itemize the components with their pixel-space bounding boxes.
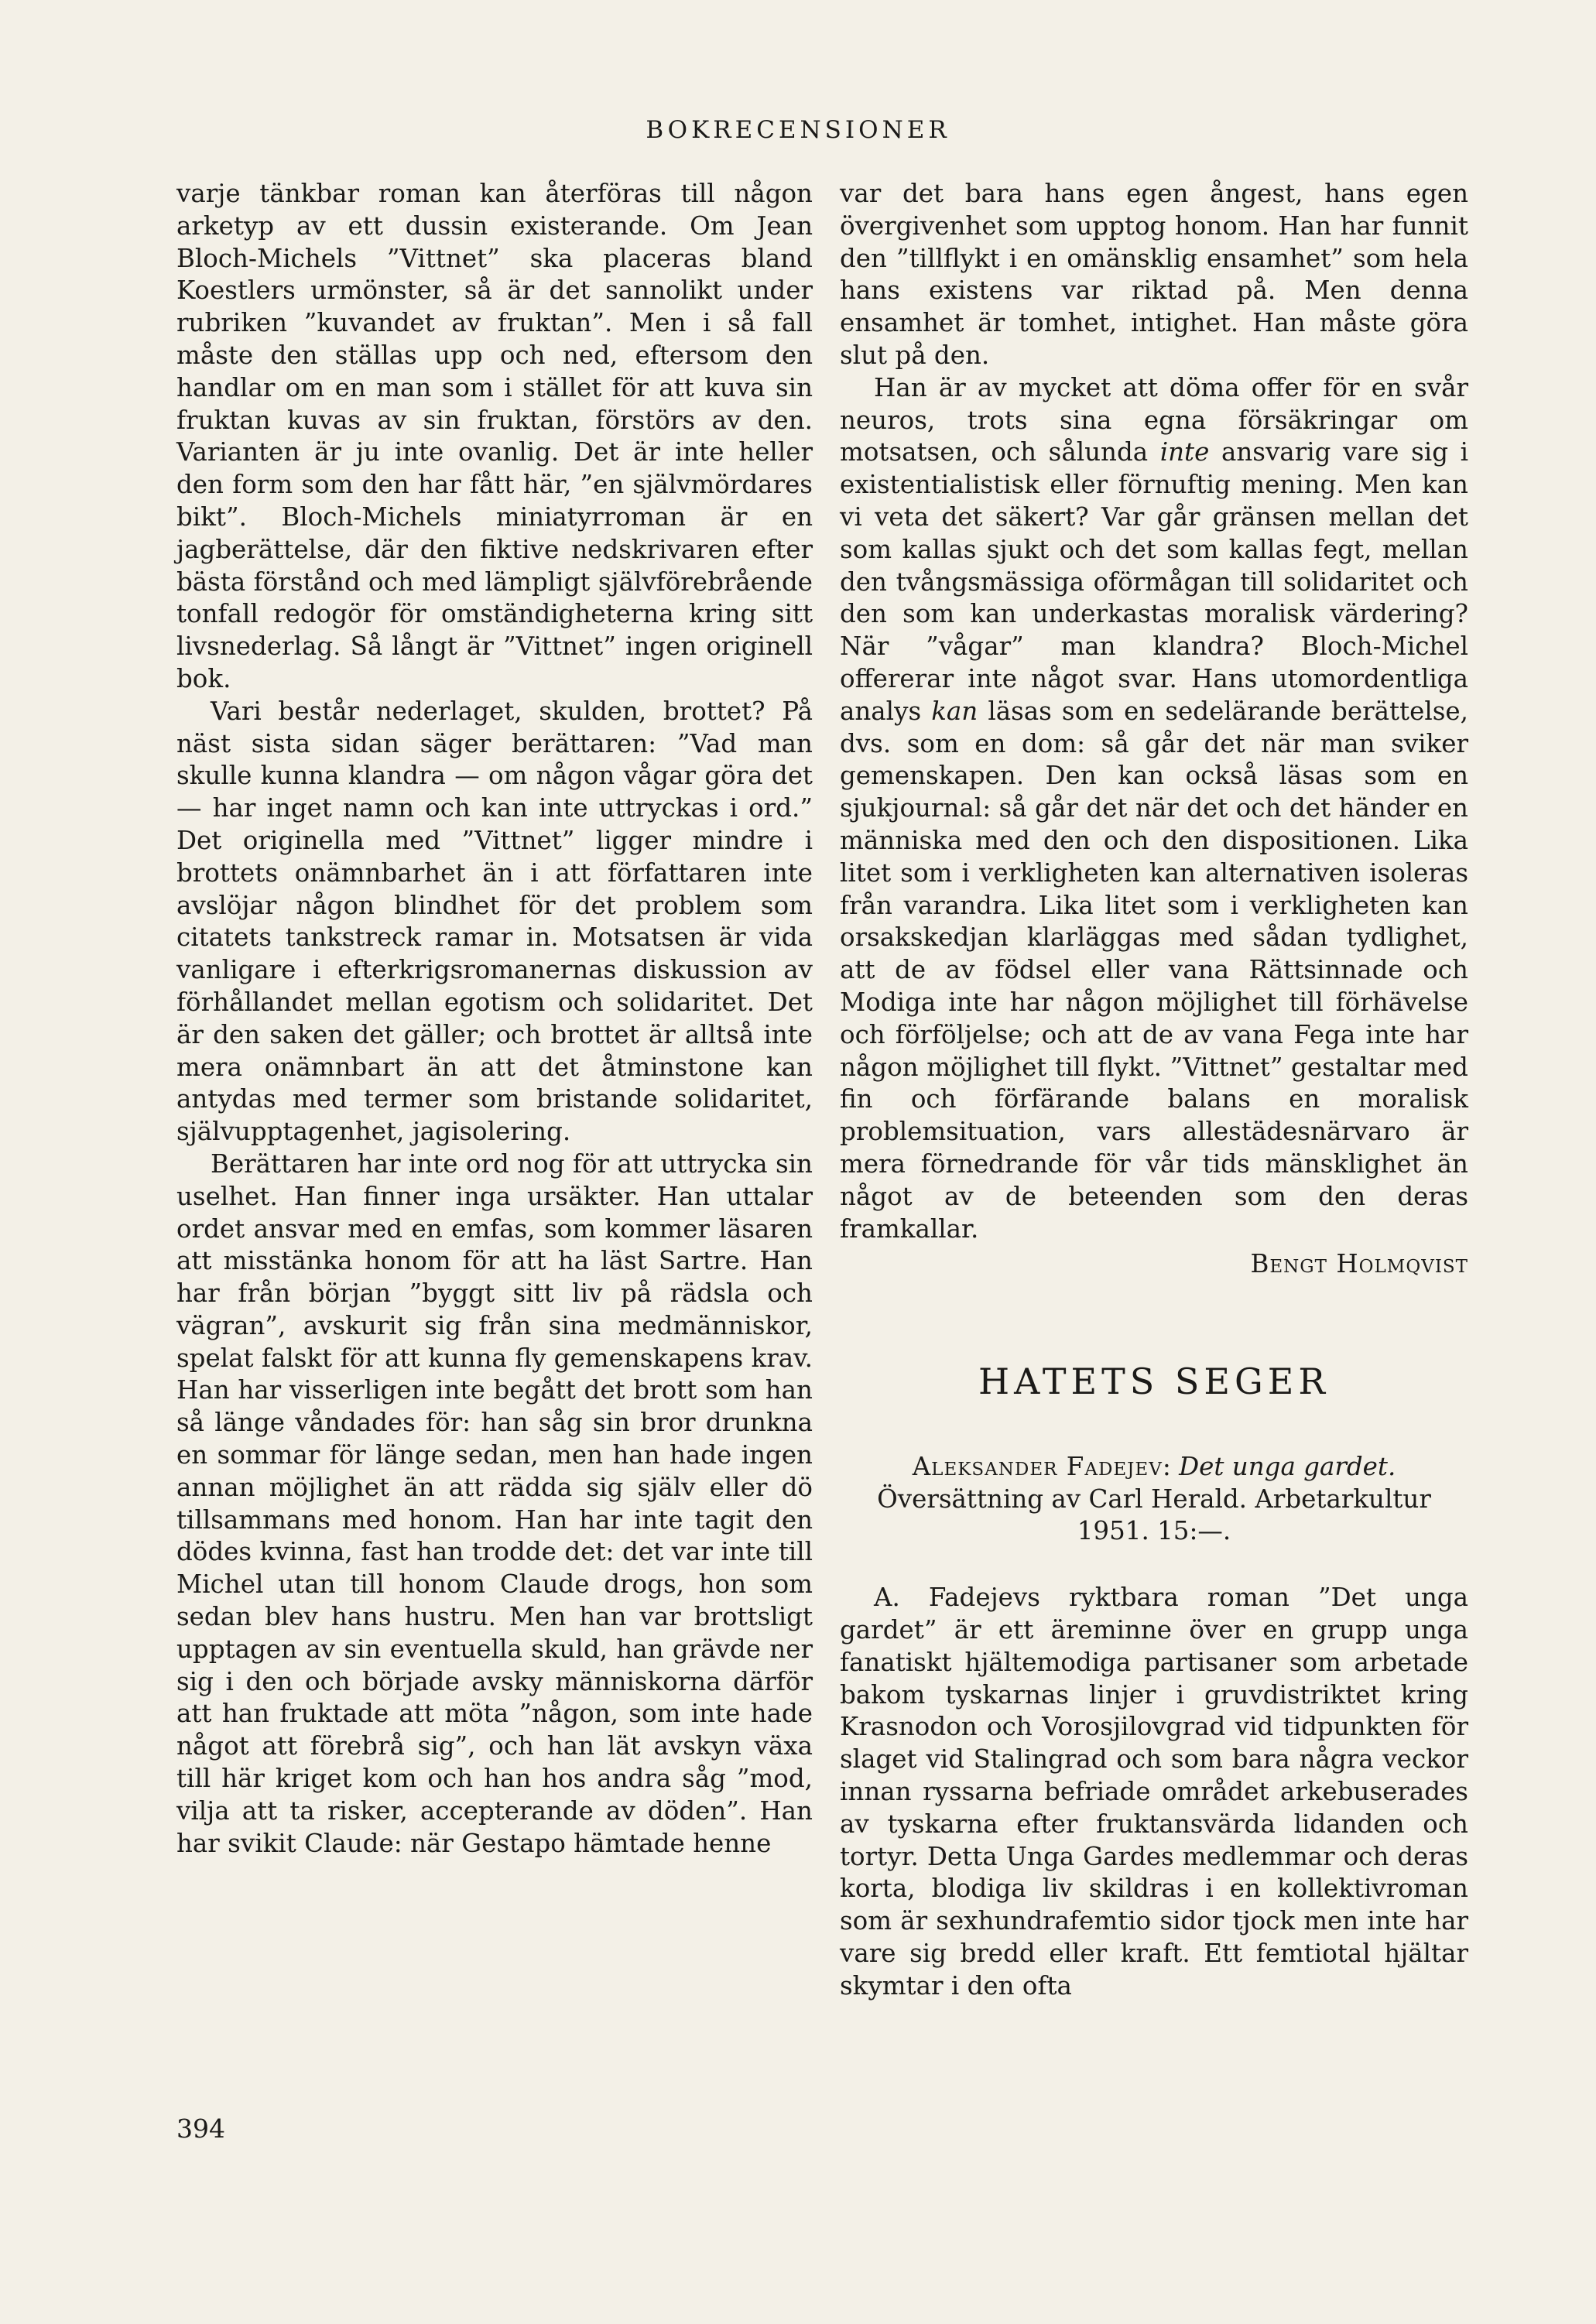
text-run: ansvarig vare sig i existentialistisk eller förnuftig mening. Men kan vi veta det säkert? Var går gränsen mellan det som kallas sjukt och det som kallas fegt, mellan den tvångsmässiga oförmågan till solidaritet och den som kan underkastas moralisk värdering? När ”vågar” man klandra? Bloch-Michel offererar inte något svar. Hans utomordentliga analys xyxy=(840,437,1468,726)
citation-separator: : xyxy=(1162,1451,1180,1481)
left-column xyxy=(176,178,813,1860)
running-head: BOKRECENSIONER xyxy=(646,116,950,144)
body-paragraph: varje tänkbar roman kan återföras till någon arketyp av ett dussin existerande. Om Jean Bloch-Michels ”Vittnet” ska placeras bland Koestlers urmönster, så är det sannolikt under rubriken ”kuvandet av fruktan”. Men i så fall måste den ställas upp och ned, eftersom den handlar om en man som i stället för att kuva sin fruktan kuvas av sin fruktan, förstörs av den. Varianten är ju inte ovanlig. Det är inte heller den form som den har fått här, ”en självmördares bikt”. Bloch-Michels miniatyrroman är en jagberättelse, där den fiktive nedskrivaren efter bästa förstånd och med lämpligt självförebrående tonfall redogör för omständigheterna kring sitt livsnederlag. Så långt är ”Vittnet” ingen originell bok. xyxy=(176,179,813,693)
page-number: 394 xyxy=(176,2114,225,2144)
emphasis-text: kan xyxy=(931,696,978,726)
review-signature: Bengt Holmqvist xyxy=(1250,1249,1468,1279)
citation-details: Översättning av Carl Herald. Arbetarkultur 1951. 15:—. xyxy=(877,1484,1431,1546)
emphasis-text: inte xyxy=(1159,437,1210,467)
body-paragraph: var det bara hans egen ångest, hans egen övergivenhet som upptog honom. Han har funnit den ”tillflykt i en omänsklig ensamhet” som hela hans existens var riktad på. Men denna ensamhet är tomhet, intighet. Han måste göra slut på den. xyxy=(840,179,1468,370)
body-paragraph xyxy=(840,372,1468,1246)
body-paragraph: A. Fadejevs ryktbara roman ”Det unga gardet” är ett äreminne över en grupp unga fanatiskt hjältemodiga partisaner som arbetade bakom tyskarnas linjer i gruvdistriktet kring Krasnodon och Vorosjilovgrad vid tidpunkten för slaget vid Stalingrad och som bara några veckor innan ryssarna befriade området arkebuserades av tyskarna efter fruktansvärda lidanden och tortyr. Detta Unga Gardes medlemmar och deras korta, blodiga liv skildras i en kollektivroman som är sexhundrafemtio sidor tjock men inte har vare sig bredd eller kraft. Ett femtiotal hjältar skymtar i den ofta xyxy=(840,1583,1468,2001)
body-paragraph: Vari består nederlaget, skulden, brottet? På näst sista sidan säger berättaren: ”Vad man skulle kunna klandra — om någon vågar göra det — har inget namn och kan inte uttryckas i ord.” Det originella med ”Vittnet” ligger mindre i brottets onämnbarhet än i att författaren inte avslöjar någon blindhet för det problem som citatets tankstreck ramar in. Motsatsen är vida vanligare i efterkrigsromanernas diskussion av förhållandet mellan egotism och solidaritet. Det är den saken det gäller; och brottet är alltså inte mera onämnbart än att det åtminstone kan antydas med termer som bristande solidaritet, självupptagenhet, jagisolering. xyxy=(176,696,813,1147)
right-column xyxy=(840,178,1468,2003)
citation-book-title: Det unga gardet. xyxy=(1179,1451,1396,1481)
body-paragraph: Berättaren har inte ord nog för att uttrycka sin uselhet. Han finner inga ursäkter. Han uttalar ordet ansvar med en emfas, som kommer läsaren att misstänka honom för att ha läst Sartre. Han har från början ”byggt sitt liv på rädsla och vägran”, avskurit sig från sina medmänniskor, spelat falskt för att kunna fly gemenskapens krav. Han har visserligen inte begått det brott som han så länge våndades för: han såg sin bror drunkna en sommar för länge sedan, men han hade ingen annan möjlighet än att rädda sig själv eller dö tillsammans med honom. Han har inte tagit den dödes kvinna, fast han trodde det: det var inte till Michel utan till honom Claude drogs, hon som sedan blev hans hustru. Men han var brottsligt upptagen av sin eventuella skuld, han grävde ner sig i den och började avsky människorna därför att han fruktade att möta ”någon, som inte hade något att förebrå sig”, och han lät avskyn växa till här kriget kom och han hos andra såg ”mod, vilja att ta risker, accepterande av döden”. Han har svikit Claude: när Gestapo hämtade henne xyxy=(176,1148,813,1858)
text-run: läsas som en sedelärande berättelse, dvs. som en dom: så går det när man sviker gemenskapen. Den kan också läsas som en sjukjournal: så går det när det och det händer en människa med den och den dispositionen. Lika litet som i verkligheten kan alternativen isoleras från varandra. Lika litet som i verkligheten kan orsakskedjan klarläggas med sådan tydlighet, att de av födsel eller vana Rättsinnade och Modiga inte har någon möjlighet till förhävelse och förföljelse; och att de av vana Fega inte har någon möjlighet till flykt. ”Vittnet” gestaltar med fin och förfärande balans en moralisk problemsituation, vars allestädesnärvaro är mera förnedrande för vår tids mänsklighet än något av de beteenden som den deras framkallar. xyxy=(840,696,1468,1244)
citation-author: Aleksander Fadejev xyxy=(912,1451,1163,1481)
text-run: Han är av mycket att döma offer för en svår neuros, trots sina egna försäkringar om motsatsen, och sålunda xyxy=(840,372,1468,467)
book-citation xyxy=(855,1451,1453,1548)
review-title: HATETS SEGER xyxy=(978,1361,1330,1403)
